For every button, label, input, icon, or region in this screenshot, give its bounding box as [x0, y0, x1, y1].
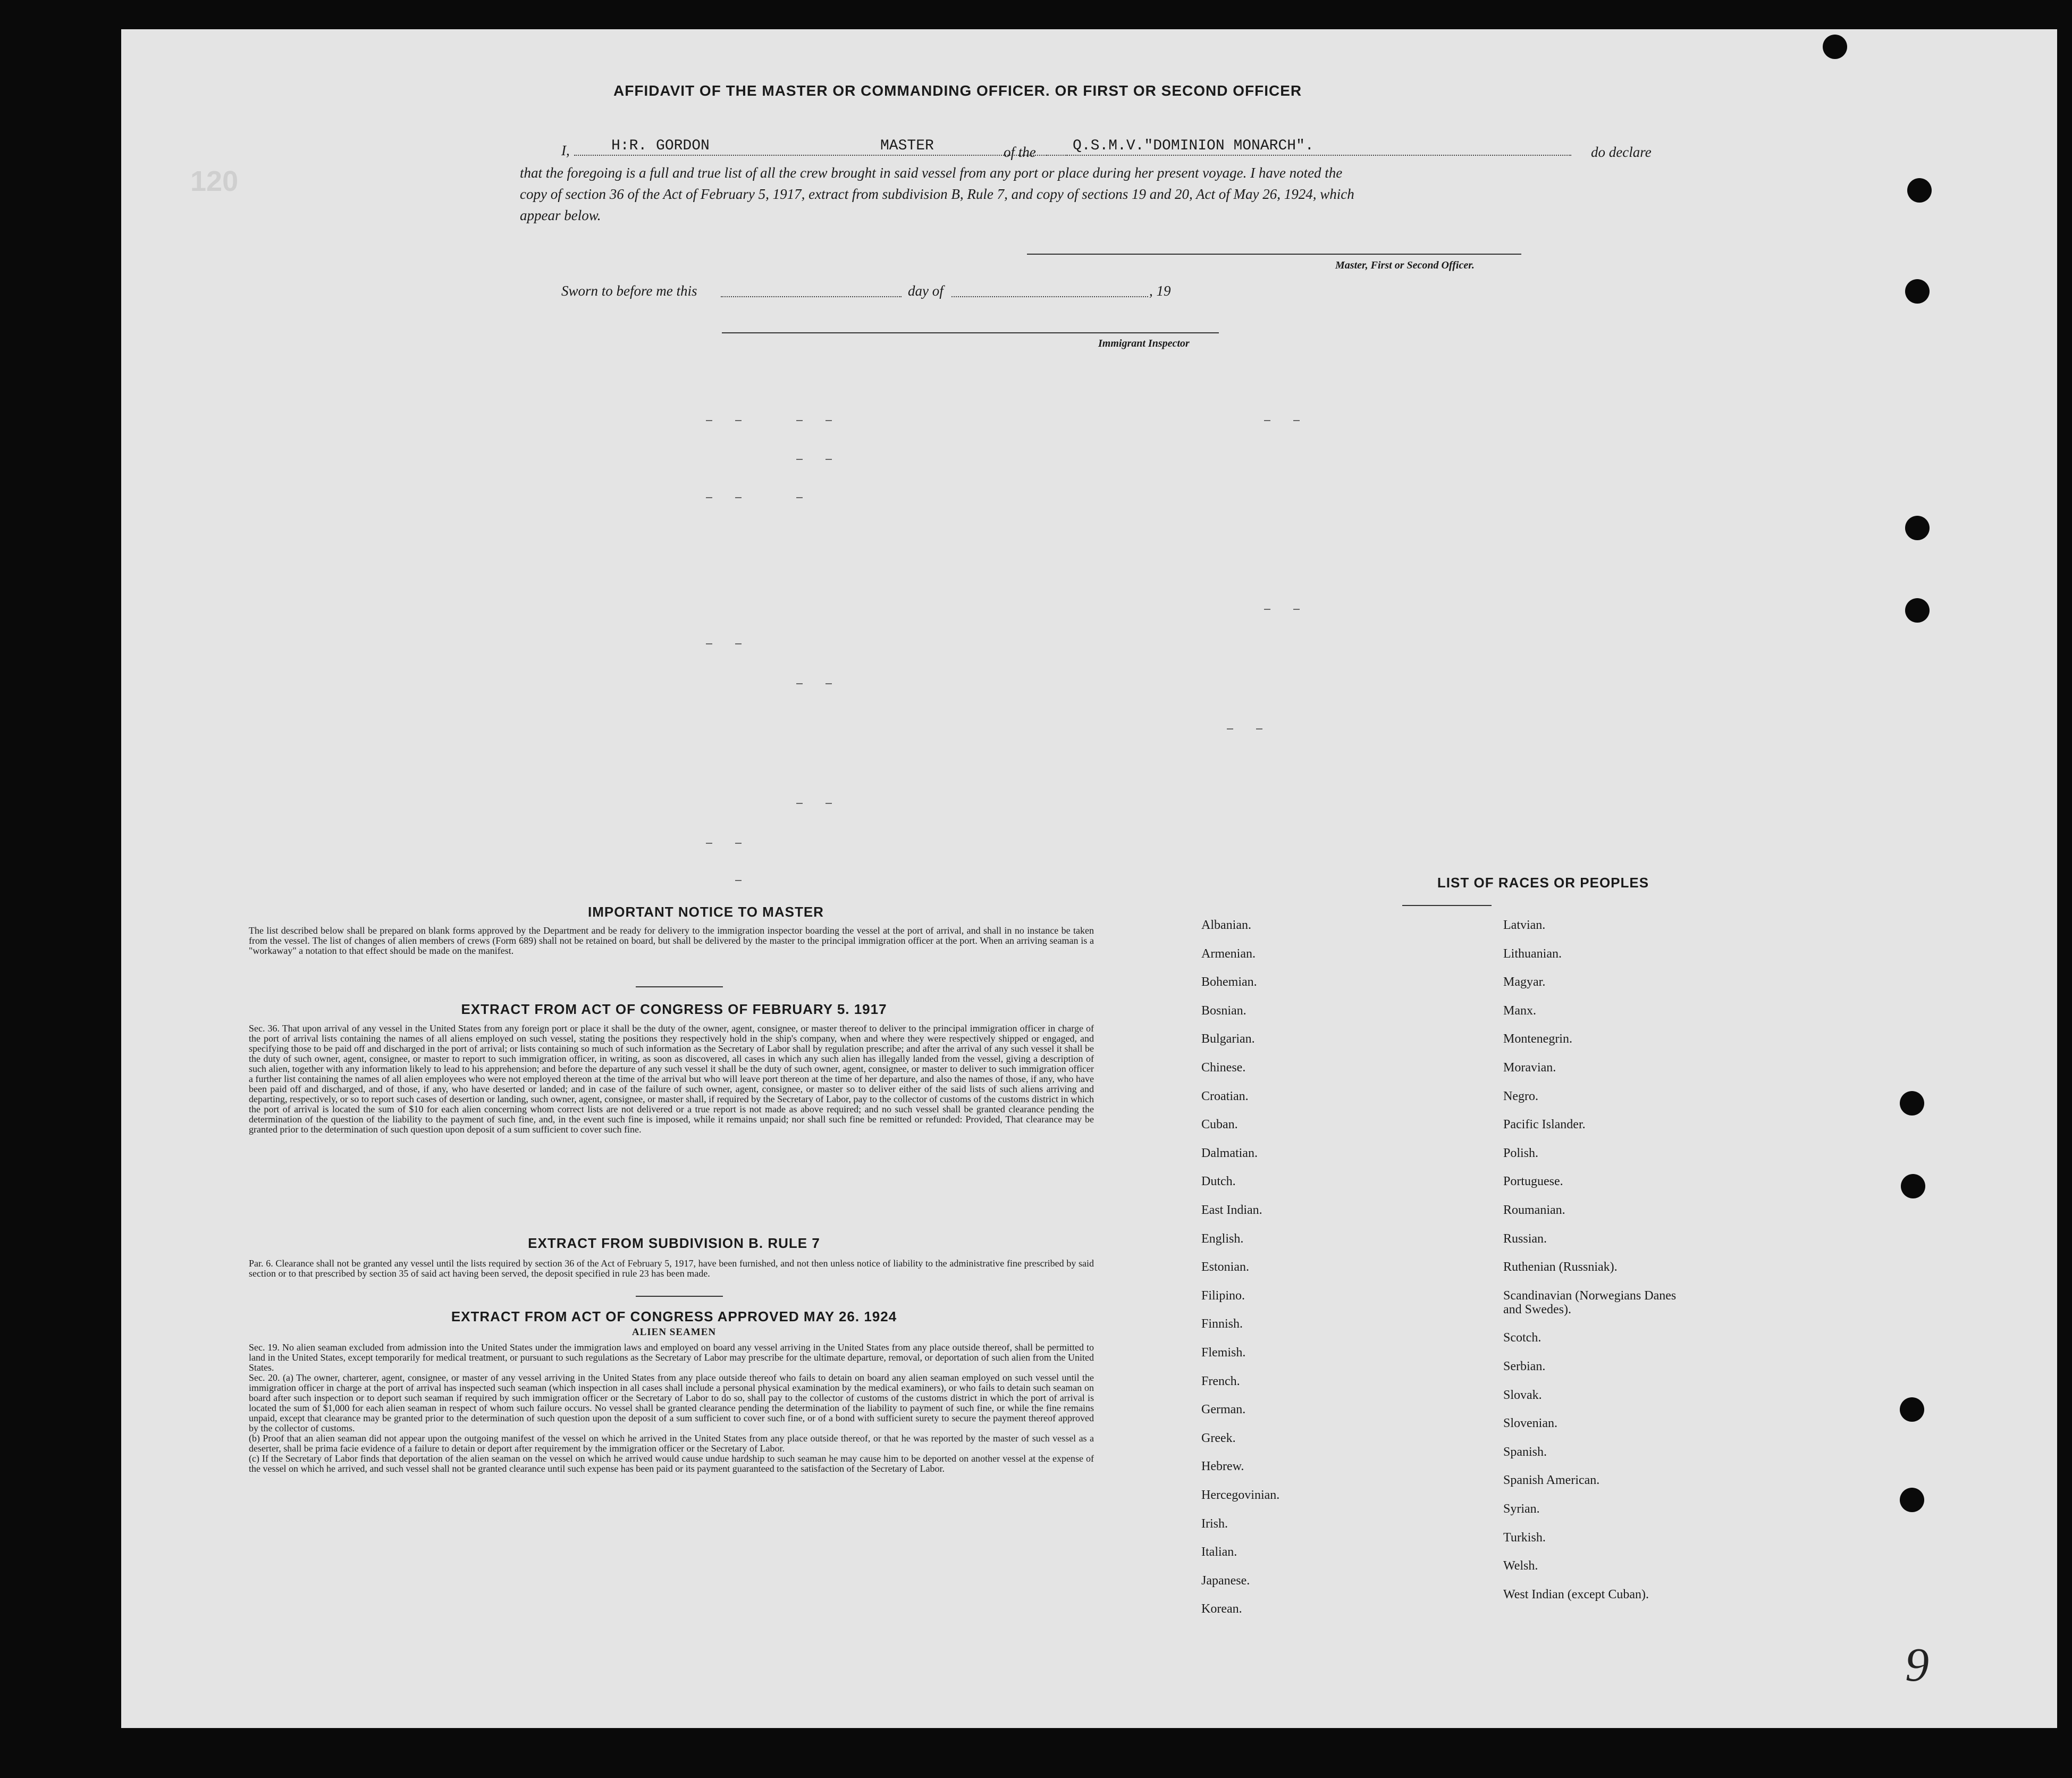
stray-mark: [735, 420, 742, 421]
punch-hole: [1905, 279, 1930, 304]
race-item: Hercegovinian.: [1201, 1488, 1280, 1502]
race-item: Magyar.: [1503, 975, 1546, 989]
race-item: Scotch.: [1503, 1331, 1542, 1345]
races-title-underline: [1402, 905, 1492, 906]
race-item: Montenegrin.: [1503, 1032, 1572, 1046]
sworn-label: Sworn to before me this: [561, 283, 697, 299]
name-field-line: [574, 155, 1067, 156]
stray-mark: [796, 420, 803, 421]
extract-1924-body: [249, 1343, 1094, 1474]
race-item: Flemish.: [1201, 1346, 1246, 1360]
race-item: Korean.: [1201, 1602, 1242, 1616]
master-rank: MASTER: [880, 138, 934, 154]
race-item: French.: [1201, 1374, 1240, 1388]
race-item: Slovak.: [1503, 1388, 1542, 1402]
stray-mark: [826, 420, 832, 421]
extract-rule7-text: Par. 6. Clearance shall not be granted any vessel until the lists required by section 36 of the Act of February 5, 1917, have been furnished, and not then unless notice of liability to the administrative fine prescribed by said section or to that prescribed by section 35 of said act having been served, the deposit specified in rule 23 has been made.: [249, 1258, 1094, 1279]
sec19-text: Sec. 19. No alien seaman excluded from admission into the United States under the immigration laws and employed on board any vessel arriving in the United States from any place outside thereof, shall be permitted to land in the United States, except temporarily for medical treatment, or pursuant to such regulations as the Secretary of Labor may prescribe for the ultimate departure, removal, or deportation of such alien from the United States.: [249, 1342, 1094, 1373]
extract-1924-subtitle: ALIEN SEAMEN: [631, 1327, 717, 1338]
race-item: Albanian.: [1201, 918, 1251, 932]
signature-caption: Master, First or Second Officer.: [1335, 259, 1475, 271]
punch-hole: [1905, 516, 1930, 540]
race-item: Armenian.: [1201, 947, 1256, 961]
punch-hole: [1900, 1488, 1924, 1512]
punch-hole: [1905, 598, 1930, 623]
race-item: Serbian.: [1503, 1360, 1546, 1373]
stray-mark: [706, 843, 712, 844]
stray-mark: [796, 497, 803, 498]
race-item: Turkish.: [1503, 1531, 1546, 1545]
race-item: Spanish.: [1503, 1445, 1547, 1459]
inspector-signature-line: [722, 332, 1219, 333]
race-item: Portuguese.: [1503, 1175, 1563, 1188]
declaration-line-3: copy of section 36 of the Act of February 5, 1917, extract from subdivision B, Rule 7, and copy of sections 19 and 20, Act of May 26, 1924, which: [520, 186, 1354, 202]
race-item: German.: [1201, 1403, 1246, 1416]
race-item: Filipino.: [1201, 1289, 1245, 1303]
declaration-line-2: that the foregoing is a full and true list of all the crew brought in said vessel from any port or place during her present voyage. I have noted the: [520, 165, 1343, 181]
year-label: , 19: [1149, 283, 1171, 299]
i-label: I,: [561, 142, 570, 158]
stray-mark: [1256, 728, 1262, 729]
stray-mark: [706, 497, 712, 498]
stray-mark: [1293, 420, 1300, 421]
section-divider: [636, 1296, 723, 1297]
signature-line: [1027, 254, 1521, 255]
race-item: Japanese.: [1201, 1574, 1250, 1588]
stray-mark: [1293, 609, 1300, 610]
race-item: Scandinavian (Norwegians Danes and Swedes).: [1503, 1289, 1677, 1316]
notice-text: The list described below shall be prepared on blank forms approved by the Department and be ready for delivery to the immigration inspector boarding the vessel at the port of arrival, and shall in no instance be taken from the vessel. The list of changes of alien members of crews (Form 689) shall not be retained on board, but shall be delivered by the master to the principal immigration officer at the port. When an arriving seaman is a "workaway" a notation to that effect should be made on the manifest.: [249, 925, 1094, 956]
race-item: Cuban.: [1201, 1118, 1238, 1131]
stray-mark: [826, 459, 832, 460]
section-divider: [636, 986, 723, 987]
race-item: Estonian.: [1201, 1260, 1249, 1274]
race-item: Greek.: [1201, 1431, 1236, 1445]
race-item: Syrian.: [1503, 1502, 1540, 1516]
punch-hole: [1907, 178, 1932, 203]
day-of-label: day of: [908, 283, 944, 299]
race-item: East Indian.: [1201, 1203, 1262, 1217]
stray-mark: [1264, 420, 1270, 421]
sec20a-text: Sec. 20. (a) The owner, charterer, agent, consignee, or master of any vessel arriving in the United States from any place outside thereof who fails to detain on board any alien seaman employed on such vessel until the immigration officer in charge at the port of arrival has inspected such seaman (which inspection in all cases shall include a personal physical examination by the medical examiners), or who fails to detain such seaman on board after such inspection or to deport such seaman if required by such immigration officer or the Secretary of Labor to do so, shall pay to the collector of customs of the customs district in which the port of arrival is located the sum of $1,000 for each alien seaman in respect of whom such failure occurs. No vessel shall be granted clearance pending the determination of the liability to payment of such fine, or while the fine remains unpaid, except that clearance may be granted prior to the determination of such question upon the deposit of a sum sufficient to cover such fine, or of a bond with sufficient surety to secure the payment thereof approved by the collector of customs.: [249, 1372, 1094, 1433]
punch-hole: [1901, 1174, 1925, 1198]
race-item: Bosnian.: [1201, 1004, 1246, 1018]
races-title: LIST OF RACES OR PEOPLES: [1437, 875, 1649, 891]
stray-mark: [735, 880, 742, 881]
race-item: Slovenian.: [1503, 1416, 1557, 1430]
race-item: Italian.: [1201, 1545, 1237, 1559]
race-item: Hebrew.: [1201, 1460, 1244, 1473]
document-page: [121, 29, 2057, 1728]
race-item: West Indian (except Cuban).: [1503, 1588, 1649, 1601]
stray-mark: [735, 843, 742, 844]
master-name: H:R. GORDON: [611, 138, 710, 154]
race-item: Moravian.: [1503, 1061, 1556, 1075]
race-item: Dalmatian.: [1201, 1146, 1258, 1160]
stray-mark: [706, 420, 712, 421]
stray-mark: [1227, 728, 1233, 729]
race-item: Irish.: [1201, 1517, 1228, 1531]
race-item: English.: [1201, 1232, 1244, 1246]
stray-mark: [1264, 609, 1270, 610]
race-item: Manx.: [1503, 1004, 1536, 1018]
race-item: Roumanian.: [1503, 1203, 1565, 1217]
sec20b-text: (b) Proof that an alien seaman did not appear upon the outgoing manifest of the vessel on which he arrived in the United States from any place outside thereof, or that he was reported by the master of such vessel as a deserter, shall be prima facie evidence of a failure to detain or deport after requirement by the immigration officer or the Secretary of Labor.: [249, 1433, 1094, 1454]
stray-mark: [796, 683, 803, 684]
extract-1917-text: Sec. 36. That upon arrival of any vessel in the United States from any foreign port or place it shall be the duty of the owner, agent, consignee, or master thereof to deliver to the principal immigration officer in charge of the port of arrival lists containing the names of all aliens employed on such vessel, stating the positions they respectively hold in the ship's company, when and where they were respectively shipped or engaged, and specifying those to be paid off and discharged in the port of arrival; or lists containing so much of such information as the Secretary of Labor shall by regulation prescribe; and after the arrival of any such vessel it shall be the duty of such owner, agent, consignee, or master to report to such immigration officer, in writing, as soon as discovered, all cases in which any such alien has illegally landed from the vessel, giving a description of such alien, together with any information likely to lead to his apprehension; and before the departure of any such vessel it shall be the duty of such owner, agent, consignee, or master to deliver to such immigration officer a further list containing the names of all alien employees who were not employed thereon at the time of the arrival but who will leave port thereon at the time of her departure, and also the names of those, if any, who have been paid off and discharged, and of those, if any, who have deserted or landed; and in case of the failure of such owner, agent, consignee, or master so to deliver either of the said lists of such aliens arriving and departing, respectively, or so to report such cases of desertion or landing, such owner, agent, consignee, or master shall, if required by the Secretary of Labor, pay to the collector of customs of the customs district in which the port of arrival is located the sum of $10 for each alien concerning whom correct lists are not delivered or a true report is not made as above required; and no such vessel shall be granted clearance pending the determination of the question of the liability to the payment of such fine, and, in the event such fine is imposed, while it remains unpaid; nor shall such fine be remitted or refunded: Provided, That clearance may be granted prior to the determination of such question upon deposit of a sum sufficient to cover such fine.: [249, 1023, 1094, 1135]
stray-mark: [826, 803, 832, 804]
race-item: Croatian.: [1201, 1089, 1249, 1103]
stray-mark: [706, 643, 712, 644]
race-item: Ruthenian (Russniak).: [1503, 1260, 1618, 1274]
handwritten-mark: 9: [1905, 1639, 1929, 1691]
stray-mark: [735, 643, 742, 644]
race-item: Bulgarian.: [1201, 1032, 1255, 1046]
do-declare-label: do declare: [1591, 144, 1652, 160]
extract-1924-title: EXTRACT FROM ACT OF CONGRESS APPROVED MAY 26. 1924: [451, 1309, 897, 1324]
stray-mark: [826, 683, 832, 684]
race-item: Lithuanian.: [1503, 947, 1562, 961]
race-item: Finnish.: [1201, 1317, 1243, 1331]
margin-number: 120: [190, 165, 239, 197]
declaration-line-1: [561, 140, 570, 161]
stray-mark: [796, 459, 803, 460]
race-item: Polish.: [1503, 1146, 1539, 1160]
stray-mark: [735, 497, 742, 498]
inspector-caption: Immigrant Inspector: [1098, 338, 1190, 349]
extract-1917-title: EXTRACT FROM ACT OF CONGRESS OF FEBRUARY 5. 1917: [461, 1001, 887, 1017]
race-item: Russian.: [1503, 1232, 1547, 1246]
declaration-line-4: appear below.: [520, 207, 601, 223]
punch-hole: [1900, 1397, 1924, 1422]
race-item: Latvian.: [1503, 918, 1546, 932]
race-item: Spanish American.: [1503, 1473, 1600, 1487]
sworn-day-line: [721, 296, 902, 297]
race-item: Negro.: [1503, 1089, 1538, 1103]
stray-mark: [796, 803, 803, 804]
sec20c-text: (c) If the Secretary of Labor finds that deportation of the alien seaman on the vessel on which he arrived would cause undue hardship to such seaman he may cause him to be deported on another vessel at the expense of the vessel on which he arrived, and such vessel shall not be granted clearance until such expense has been paid or its payment guaranteed to the satisfaction of the Secretary of Labor.: [249, 1453, 1094, 1474]
vessel-field-line: [1046, 155, 1571, 156]
punch-hole: [1900, 1091, 1924, 1116]
notice-title: IMPORTANT NOTICE TO MASTER: [588, 904, 824, 920]
race-item: Bohemian.: [1201, 975, 1257, 989]
affidavit-title: AFFIDAVIT OF THE MASTER OR COMMANDING OFFICER. OR FIRST OR SECOND OFFICER: [613, 82, 1302, 99]
punch-hole: [1823, 35, 1847, 59]
extract-rule7-title: EXTRACT FROM SUBDIVISION B. RULE 7: [528, 1235, 820, 1251]
race-item: Dutch.: [1201, 1175, 1236, 1188]
sworn-month-line: [951, 296, 1148, 297]
of-the-label: of the: [1004, 144, 1036, 160]
race-item: Chinese.: [1201, 1061, 1246, 1075]
race-item: Welsh.: [1503, 1559, 1538, 1573]
race-item: Pacific Islander.: [1503, 1118, 1586, 1131]
vessel-name: Q.S.M.V."DOMINION MONARCH".: [1073, 138, 1314, 154]
